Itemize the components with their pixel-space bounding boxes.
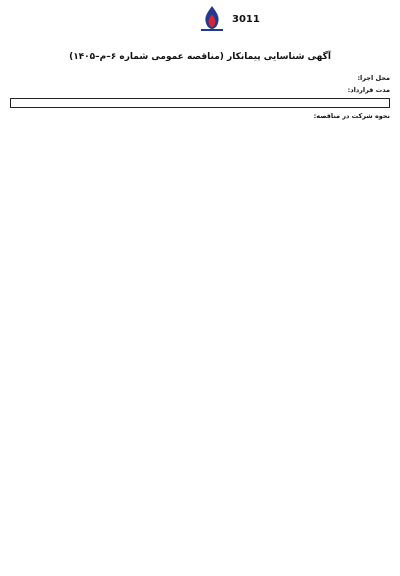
submission-heading: نحوه شرکت در مناقصه: xyxy=(313,112,390,121)
location-heading: محل اجرا: xyxy=(357,74,390,82)
company-flame-logo-icon xyxy=(195,4,229,34)
guarantee-box xyxy=(10,98,390,108)
page-title: آگهی شناسایی پیمانکار (مناقصه عمومی شماره ۶–م–۱۴۰۵) xyxy=(69,52,331,62)
notice-body xyxy=(10,70,390,121)
duration-heading: مدت قرارداد: xyxy=(347,86,390,95)
notice-number: 3011 xyxy=(232,14,260,25)
company-logo xyxy=(190,4,234,38)
